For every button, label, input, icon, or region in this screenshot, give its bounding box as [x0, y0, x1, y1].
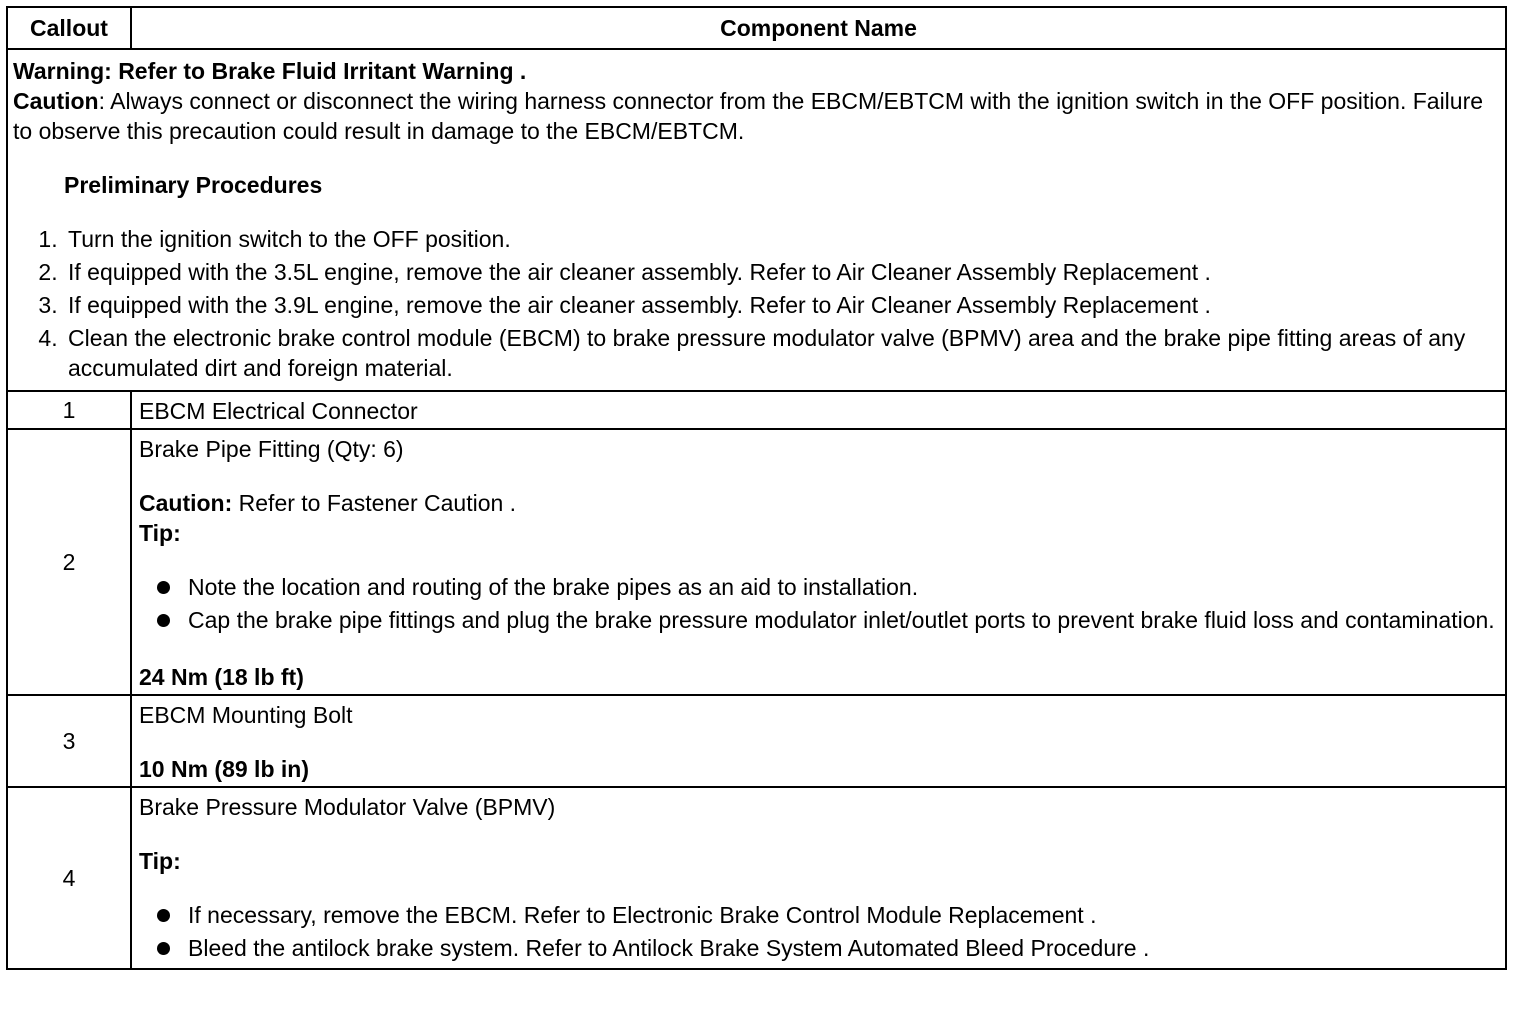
torque-spec: 10 Nm (89 lb in): [139, 756, 309, 782]
list-item: [188, 933, 1498, 963]
step-item: 2. If equipped with the 3.5L engine, remove the air cleaner assembly. Refer to Air Cleaner Assembly Replacement .: [64, 257, 1500, 287]
warning-note: [13, 56, 1500, 86]
list-item: [188, 605, 1498, 635]
tip-list: [139, 572, 1498, 635]
step-item: 4. Clean the electronic brake control module (EBCM) to brake pressure modulator valve (BPMV) area and the brake pipe fitting areas of any accumulated dirt and foreign material.: [64, 323, 1500, 383]
header-callout: Callout: [7, 7, 131, 49]
callout-number: 4: [7, 787, 131, 969]
component-name: Brake Pressure Modulator Valve (BPMV): [139, 794, 556, 820]
tip-text: If necessary, remove the EBCM. Refer to Electronic Brake Control Module Replacement .: [188, 902, 1097, 928]
notes-row: [7, 49, 1506, 391]
tip-label: Tip:: [139, 848, 181, 874]
component-name: EBCM Mounting Bolt: [139, 702, 353, 728]
component-name: EBCM Electrical Connector: [131, 391, 1506, 429]
bullet-icon: [157, 942, 170, 955]
tip-text: Bleed the antilock brake system. Refer to Antilock Brake System Automated Bleed Procedure .: [188, 935, 1150, 961]
caution-text: Refer to Fastener Caution .: [232, 490, 517, 516]
table-row: [7, 429, 1506, 695]
preliminary-steps: [13, 224, 1500, 383]
caution-label: Caution: [13, 88, 99, 114]
bullet-icon: [157, 581, 170, 594]
callout-number: 2: [7, 429, 131, 695]
tip-text: Note the location and routing of the brake pipes as an aid to installation.: [188, 574, 919, 600]
preliminary-procedures-title: Preliminary Procedures: [64, 172, 323, 198]
tip-text: Cap the brake pipe fittings and plug the brake pressure modulator inlet/outlet ports to prevent brake fluid loss and contamination.: [188, 607, 1495, 633]
table-header-row: [7, 7, 1506, 49]
torque-spec: 24 Nm (18 lb ft): [139, 664, 304, 690]
table-row: [7, 787, 1506, 969]
caution-label: Caution:: [139, 490, 233, 516]
component-table: [6, 6, 1507, 970]
tip-label: Tip:: [139, 520, 181, 546]
header-component-name: Component Name: [131, 7, 1506, 49]
step-item: 3. If equipped with the 3.9L engine, remove the air cleaner assembly. Refer to Air Cleaner Assembly Replacement .: [64, 290, 1500, 320]
bullet-icon: [157, 909, 170, 922]
warning-label: Warning:: [13, 58, 112, 84]
warning-text: Refer to Brake Fluid Irritant Warning .: [118, 58, 527, 84]
tip-list: [139, 900, 1498, 963]
callout-number: 1: [7, 391, 131, 429]
list-item: [188, 900, 1498, 930]
list-item: [188, 572, 1498, 602]
bullet-icon: [157, 614, 170, 627]
caution-text: : Always connect or disconnect the wiring harness connector from the EBCM/EBTCM with the ignition switch in the OFF position. Failure to observe this precaution could result in damage to the EBCM/EBTCM.: [13, 88, 1484, 144]
table-row: [7, 695, 1506, 787]
callout-number: 3: [7, 695, 131, 787]
caution-note: [13, 86, 1500, 146]
component-name: Brake Pipe Fitting (Qty: 6): [139, 436, 404, 462]
step-item: 1. Turn the ignition switch to the OFF position.: [64, 224, 1500, 254]
table-row: [7, 391, 1506, 429]
caution-note: [139, 488, 1498, 518]
notes-cell: [7, 49, 1506, 391]
